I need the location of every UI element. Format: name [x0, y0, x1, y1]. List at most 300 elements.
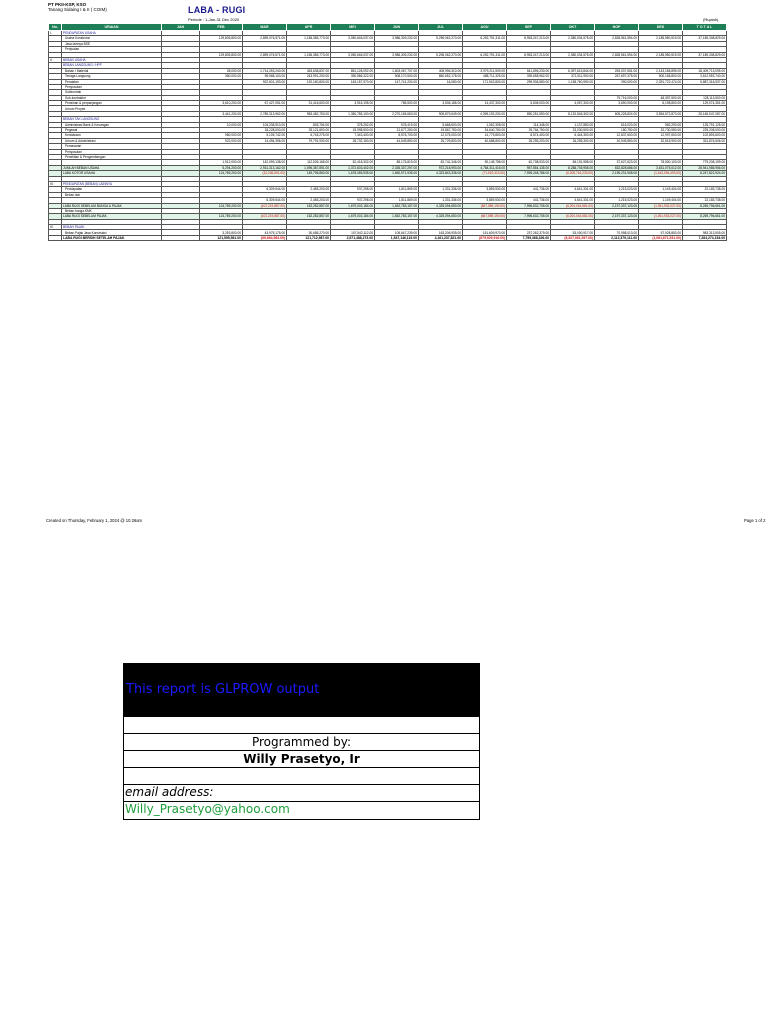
- value-cell: 21,677,250.00: [375, 128, 419, 133]
- value-cell: 129,074,351.00: [683, 101, 727, 106]
- credit-banner: This report is GLPROW output: [124, 664, 479, 717]
- value-cell: 129,805,800.00: [200, 36, 243, 41]
- value-cell: 380,000.00: [200, 74, 243, 79]
- value-cell: 5,668,600.00: [419, 122, 463, 127]
- value-cell: 121,712,987.00: [287, 235, 331, 240]
- value-cell: 62,741,346.00: [419, 160, 463, 165]
- value-cell: 957,554,135.00: [507, 165, 551, 170]
- value-cell: 112,526,168.00: [287, 160, 331, 165]
- value-cell: (6,208,716,233.00): [551, 171, 595, 176]
- value-cell: 15,998,500.00: [331, 128, 375, 133]
- value-cell: 2,931,313,162.00: [243, 165, 287, 170]
- value-cell: 4,641,331.00: [551, 198, 595, 203]
- value-cell: 8,576,700.00: [375, 133, 419, 138]
- value-cell: 6,309,544.00: [243, 187, 287, 192]
- value-cell: 192,180,800.00: [287, 79, 331, 84]
- value-cell: 25,121,800.00: [287, 128, 331, 133]
- col-header: T O T A L: [683, 24, 727, 31]
- value-cell: 2,195,231,508.00: [595, 171, 639, 176]
- author-name: Willy Prasetyo, Ir: [124, 751, 479, 768]
- value-cell: 1,652,783,157.00: [375, 203, 419, 208]
- value-cell: 6,198,800.00: [639, 101, 683, 106]
- value-cell: 6,252,791,311.00: [463, 36, 507, 41]
- value-cell: 105,647,239.00: [375, 230, 419, 235]
- value-cell: 37,627,623.00: [595, 160, 639, 165]
- value-cell: 52,418,302.00: [331, 160, 375, 165]
- value-cell: 2,197,337,123.00: [595, 203, 639, 208]
- value-cell: 62,708,933.00: [507, 160, 551, 165]
- value-cell: 25,764,750.00: [507, 128, 551, 133]
- value-cell: 114,348.00: [507, 122, 551, 127]
- value-cell: 3,859,530.00: [463, 198, 507, 203]
- value-cell: 453,638,837.00: [287, 68, 331, 73]
- row-description: Beban Pajak Jasa Konstruksi: [62, 230, 162, 235]
- value-cell: 3,979,211,509.00: [463, 68, 507, 73]
- value-cell: 2,270,165,663.00: [375, 111, 419, 116]
- value-cell: 8,953,247,213.00: [507, 36, 551, 41]
- value-cell: 7,996,632,705.00: [507, 214, 551, 219]
- value-cell: 2,080,034,575.00: [551, 52, 595, 57]
- company-address: Tanang Sidaing I & II ( COIM): [48, 7, 107, 12]
- value-cell: 6,444,300.00: [551, 133, 595, 138]
- value-cell: 2,828,561,594.00: [595, 52, 639, 57]
- row-description: PENDAPATAN USAHA: [62, 31, 162, 36]
- value-cell: 10,000.00: [200, 122, 243, 127]
- value-cell: 5,294,200.00: [200, 165, 243, 170]
- value-cell: 28,000.00: [200, 68, 243, 73]
- company-name: PT PKII-KSP, KSO: [48, 2, 87, 7]
- value-cell: 578,419.00: [375, 122, 419, 127]
- value-cell: 3,610,200.00: [200, 101, 243, 106]
- row-description: LABA RUGI BERSIH SETELAH PAJAK: [62, 235, 162, 240]
- value-cell: 2,828,561,594.00: [595, 36, 639, 41]
- value-cell: 79,791,930.00: [287, 138, 331, 143]
- value-cell: 23,030,500.00: [551, 128, 595, 133]
- value-cell: (6,204,044,581.00): [551, 203, 595, 208]
- value-cell: 4,641,331.00: [551, 187, 595, 192]
- value-cell: 8,247,822,924.00: [683, 171, 727, 176]
- value-cell: 331,876,506.00: [683, 138, 727, 143]
- value-cell: 225,208,000.00: [683, 128, 727, 133]
- row-description: LABA RUGI SEBELUM BUNGA & PAJAK: [62, 203, 162, 208]
- value-cell: 2,080,034,575.00: [551, 36, 595, 41]
- value-cell: 1,603,067,707.00: [375, 68, 419, 73]
- value-cell: 1,158,760,990.00: [551, 79, 595, 84]
- row-description: LABA RUGI SEBELUM PAJAK: [62, 214, 162, 219]
- value-cell: 972,218,993.00: [419, 165, 463, 170]
- credit-spacer: [124, 768, 479, 785]
- value-cell: (71,519,313.00): [463, 171, 507, 176]
- value-cell: 339,658,962.00: [507, 74, 551, 79]
- value-cell: 3,536,185.00: [419, 101, 463, 106]
- value-cell: 582,293.00: [639, 122, 683, 127]
- programmed-by-label: Programmed by:: [124, 734, 479, 751]
- value-cell: 151,609,970.00: [463, 230, 507, 235]
- value-cell: 779,208,199.00: [683, 160, 727, 165]
- value-cell: 95,568,100.00: [243, 74, 287, 79]
- value-cell: 488,711,325.00: [463, 74, 507, 79]
- row-description: Subkontrak: [62, 90, 162, 95]
- value-cell: 860,652,178.00: [419, 74, 463, 79]
- value-cell: 3,631,075,012.00: [639, 165, 683, 170]
- value-cell: (102,219,887.00): [243, 214, 287, 219]
- value-cell: 6,745,275.00: [287, 133, 331, 138]
- value-cell: 2,143,186,895.00: [639, 68, 683, 73]
- col-header: No.: [49, 24, 62, 31]
- value-cell: 121,595,561.00: [200, 235, 243, 240]
- value-cell: 299,936,580.00: [507, 79, 551, 84]
- value-cell: 4,161,237,821.00: [419, 235, 463, 240]
- value-cell: 5,139,742.00: [243, 133, 287, 138]
- value-cell: (1,051,933,027.00): [639, 214, 683, 219]
- email-label: email address:: [124, 785, 479, 802]
- value-cell: 37,189,308,829.00: [683, 36, 727, 41]
- value-cell: 85,175,819.00: [375, 160, 419, 165]
- row-number: [49, 235, 62, 240]
- value-cell: 26,255,300.00: [551, 138, 595, 143]
- value-cell: 2,335,337,297.00: [375, 165, 419, 170]
- value-cell: (667,589,190.00): [463, 203, 507, 208]
- row-number: II.: [49, 57, 62, 62]
- value-cell: 3,986,309,232.00: [375, 36, 419, 41]
- row-description: BEBAN PAJAK: [62, 225, 162, 230]
- value-cell: 1,650,971,935.00: [375, 171, 419, 176]
- value-cell: (1,443,094,493.00): [639, 171, 683, 176]
- value-cell: 1,350,785,100.00: [331, 111, 375, 116]
- value-cell: 632,828,686.00: [595, 165, 639, 170]
- value-cell: 2,789,313,962.00: [243, 111, 287, 116]
- row-description: Beban lain: [62, 192, 162, 197]
- value-cell: 1,679,002,184.00: [331, 203, 375, 208]
- value-cell: 57,928,853.00: [639, 230, 683, 235]
- table-header-row: [49, 24, 727, 31]
- value-cell: 405,996,310.00: [419, 68, 463, 73]
- value-cell: 48,397,500.00: [639, 95, 683, 100]
- row-description: Administrasi Bank & Keuangan: [62, 122, 162, 127]
- row-description: Tenaga Langsung: [62, 74, 162, 79]
- value-cell: 129,805,800.00: [200, 52, 243, 57]
- value-cell: 40,688,800.00: [463, 138, 507, 143]
- value-cell: 1,156,385,773.00: [287, 52, 331, 57]
- value-cell: 14,437,300.00: [463, 101, 507, 106]
- value-cell: 14,779,800.00: [463, 133, 507, 138]
- value-cell: 7,759,368,326.00: [507, 235, 551, 240]
- col-header: JUL: [419, 24, 463, 31]
- value-cell: (32,236,591.00): [243, 171, 287, 176]
- value-cell: 1,149,404.00: [639, 198, 683, 203]
- value-cell: 70,958,013.00: [595, 230, 639, 235]
- value-cell: 2,185,980,519.00: [639, 52, 683, 57]
- value-cell: 12,997,600.00: [639, 133, 683, 138]
- email-address[interactable]: Willy_Prasetyo@yahoo.com: [125, 802, 290, 816]
- value-cell: 2,391,722,474.00: [639, 79, 683, 84]
- value-cell: 163,157,970.00: [331, 79, 375, 84]
- row-description: Peralatan: [62, 79, 162, 84]
- value-cell: 1,372,603,402.00: [331, 165, 375, 170]
- value-cell: 3,986,309,232.00: [375, 52, 419, 57]
- value-cell: 104,238,910.00: [243, 122, 287, 127]
- value-cell: 8,269,796,661.00: [683, 214, 727, 219]
- row-description: Beban bunga KMK: [62, 208, 162, 213]
- value-cell: 28,255,200.00: [507, 138, 551, 143]
- row-description: Pendapatan: [62, 187, 162, 192]
- value-cell: 2,485,203.00: [287, 198, 331, 203]
- value-cell: 152,282,857.00: [287, 203, 331, 208]
- value-cell: 78,500,103.00: [639, 160, 683, 165]
- value-cell: 8,132,546,302.00: [551, 111, 595, 116]
- value-cell: 125,791,125.00: [683, 122, 727, 127]
- value-cell: 124,789,200.00: [200, 203, 243, 208]
- value-cell: 267,697,375.00: [595, 74, 639, 79]
- value-cell: 30,685,270.00: [287, 230, 331, 235]
- value-cell: 616,020.00: [595, 122, 639, 127]
- row-description: Sub-kontraktor: [62, 95, 162, 100]
- value-cell: 90,145,758.00: [463, 160, 507, 165]
- value-cell: 4,057,300.00: [551, 101, 595, 106]
- row-description: Perizinan & perpanjangan: [62, 101, 162, 106]
- value-cell: 1,652,783,157.00: [375, 214, 419, 219]
- value-cell: 1,811,869.00: [375, 187, 419, 192]
- value-cell: 937,298.00: [331, 198, 375, 203]
- value-cell: 107,542,112.00: [331, 230, 375, 235]
- value-cell: 378,252.00: [331, 122, 375, 127]
- value-cell: 3,612,953,740.00: [683, 74, 727, 79]
- value-cell: 3,253,800.00: [200, 230, 243, 235]
- value-cell: 28,702,150.00: [331, 138, 375, 143]
- table-body: [49, 31, 727, 241]
- row-description: Penjualan: [62, 47, 162, 52]
- value-cell: 605,228,824.00: [595, 111, 639, 116]
- value-cell: 785,500.00: [375, 101, 419, 106]
- currency-label: (Rupiah): [703, 17, 719, 22]
- value-cell: 253,037,551.00: [595, 68, 639, 73]
- value-cell: 5,887,316,937.00: [683, 79, 727, 84]
- row-description: Kendaraan: [62, 133, 162, 138]
- value-cell: 22,183,738.00: [683, 198, 727, 203]
- value-cell: 10,949,850.00: [595, 138, 639, 143]
- value-cell: 34,640,750.00: [463, 128, 507, 133]
- value-cell: 541,695,230.00: [507, 68, 551, 73]
- row-description: BEBAN TAK LANGSUNG: [62, 117, 162, 122]
- value-cell: 5,296,062,270.00: [419, 36, 463, 41]
- value-cell: 3,050,646,037.00: [331, 36, 375, 41]
- col-header: APR: [287, 24, 331, 31]
- value-cell: 5,608,000.00: [507, 101, 551, 106]
- value-cell: 8,953,247,213.00: [507, 52, 551, 57]
- value-cell: 803,754.00: [287, 122, 331, 127]
- credit-box: [123, 663, 480, 820]
- value-cell: 16,080.00: [419, 79, 463, 84]
- value-cell: 1,137,883.00: [551, 122, 595, 127]
- created-timestamp: Created on Thursday, February 1, 2024 @ 10.26am: [46, 518, 143, 523]
- value-cell: (69,664,963.00): [243, 235, 287, 240]
- row-description: Umum & Administrasi: [62, 138, 162, 143]
- value-cell: 4,784,311,416.00: [463, 165, 507, 170]
- value-cell: 3,441,200.00: [200, 111, 243, 116]
- col-header: NOP: [595, 24, 639, 31]
- value-cell: 1,678,055,935.00: [331, 171, 375, 176]
- report-title: LABA - RUGI: [188, 5, 246, 15]
- value-cell: 3,554,572,873.00: [639, 111, 683, 116]
- value-cell: 6,397,615,844.00: [551, 68, 595, 73]
- value-cell: 32,730,950.00: [639, 128, 683, 133]
- value-cell: 1,714,253,240.00: [243, 68, 287, 73]
- value-cell: 3,916,195.00: [331, 101, 375, 106]
- value-cell: 102,893,600.00: [683, 133, 727, 138]
- value-cell: 67,427,051.00: [243, 101, 287, 106]
- value-cell: 32,515,900.00: [639, 138, 683, 143]
- value-cell: 237,262,379.00: [507, 230, 551, 235]
- value-cell: 1,096,387,891.00: [287, 165, 331, 170]
- value-cell: 25,729,800.00: [419, 138, 463, 143]
- value-cell: 142,099,138.00: [243, 160, 287, 165]
- value-cell: 1,215,023.00: [595, 198, 639, 203]
- value-cell: 4,399,192,200.00: [463, 111, 507, 116]
- value-cell: 1,156,385,773.00: [287, 36, 331, 41]
- value-cell: 1,331,336.00: [419, 187, 463, 192]
- value-cell: 124,789,200.00: [200, 214, 243, 219]
- col-header: MEI: [331, 24, 375, 31]
- value-cell: 56,191,958.00: [551, 160, 595, 165]
- value-cell: 2,899,076,571.00: [243, 52, 287, 57]
- value-cell: 890,251,590.00: [507, 111, 551, 116]
- col-header: URAIAN: [62, 24, 162, 31]
- row-description: BEBAN USAHA: [62, 57, 162, 62]
- row-description: Jasa lainnya BSE: [62, 41, 162, 46]
- value-cell: 31,416,600.00: [287, 101, 331, 106]
- value-cell: 441,736.00: [507, 198, 551, 203]
- value-cell: 171,942,800.00: [463, 79, 507, 84]
- row-description: Penyusutan: [62, 149, 162, 154]
- value-cell: 28,165,547,087.00: [683, 111, 727, 116]
- value-cell: (1,081,671,531.00): [639, 235, 683, 240]
- value-cell: 7,343,400.00: [331, 133, 375, 138]
- value-cell: 128,113,500.00: [683, 95, 727, 100]
- value-cell: 7,284,274,154.00: [683, 235, 727, 240]
- value-cell: 1,215,023.00: [595, 187, 639, 192]
- value-cell: 44,649,850.00: [375, 138, 419, 143]
- value-cell: 53,000,917.00: [551, 230, 595, 235]
- value-cell: 390,000.00: [595, 79, 639, 84]
- row-description: Umum Proyek: [62, 106, 162, 111]
- row-description: JUMLAH BEBAN USAHA: [62, 165, 162, 170]
- report-period: Periode : 1-Jan-31 Dec 2020: [188, 17, 240, 22]
- credit-spacer: [124, 717, 479, 734]
- value-cell: 909,879,649.00: [419, 111, 463, 116]
- value-cell: 37,189,308,829.00: [683, 52, 727, 57]
- value-cell: 14,494,396.00: [243, 138, 287, 143]
- value-cell: 19,867,750.00: [419, 128, 463, 133]
- value-cell: (679,929,916.00): [463, 235, 507, 240]
- col-header: JAN: [162, 24, 200, 31]
- value-cell: 1,062,308.00: [463, 122, 507, 127]
- col-header: JUN: [375, 24, 419, 31]
- value-cell: 2,899,076,571.00: [243, 36, 287, 41]
- value-cell: (6,337,061,397.00): [551, 235, 595, 240]
- value-cell: 79,716,000.00: [595, 95, 639, 100]
- company-info: [48, 2, 107, 12]
- value-cell: 371,511,900.00: [551, 74, 595, 79]
- row-description: Bahan / Material: [62, 68, 162, 73]
- value-cell: 28,941,985,956.00: [683, 165, 727, 170]
- value-cell: 4,325,094,650.00: [419, 203, 463, 208]
- value-cell: 8,269,796,661.00: [683, 203, 727, 208]
- value-cell: 7,996,632,705.00: [507, 203, 551, 208]
- value-cell: 18,409,713,095.00: [683, 68, 727, 73]
- value-cell: 180,750.00: [595, 128, 639, 133]
- row-description: Penelitian & Pengembangan: [62, 154, 162, 159]
- row-description: Pegawai: [62, 128, 162, 133]
- row-description: BEBAN LANGSUNG / HPP: [62, 63, 162, 68]
- value-cell: 3,050,646,037.00: [331, 52, 375, 57]
- value-cell: 152,282,857.00: [287, 214, 331, 219]
- col-header: OKT: [551, 24, 595, 31]
- value-cell: 4,325,094,650.00: [419, 214, 463, 219]
- value-cell: (667,589,190.00): [463, 214, 507, 219]
- value-cell: 147,741,200.00: [375, 79, 419, 84]
- row-description: Penyusutan: [62, 84, 162, 89]
- value-cell: (6,204,044,581.00): [551, 214, 595, 219]
- col-header: MAR: [243, 24, 287, 31]
- value-cell: 2,571,488,273.00: [331, 235, 375, 240]
- value-cell: 1,912,000.00: [200, 160, 243, 165]
- value-cell: 851,128,092.00: [331, 68, 375, 73]
- value-cell: 980,000.00: [200, 133, 243, 138]
- value-cell: 937,298.00: [331, 187, 375, 192]
- value-cell: 1,679,002,184.00: [331, 214, 375, 219]
- value-cell: 1,331,336.00: [419, 198, 463, 203]
- value-cell: 12,075,000.00: [419, 133, 463, 138]
- col-header: FEB: [200, 24, 243, 31]
- value-cell: 6,252,791,311.00: [463, 52, 507, 57]
- value-cell: 5,296,062,270.00: [419, 52, 463, 57]
- profit-loss-table: [48, 23, 727, 241]
- value-cell: 2,197,337,123.00: [595, 214, 639, 219]
- value-cell: 508,170,500.00: [375, 74, 419, 79]
- value-cell: 983,313,505.00: [683, 230, 727, 235]
- value-cell: 3,859,530.00: [463, 187, 507, 192]
- value-cell: 12,837,600.00: [595, 133, 639, 138]
- value-cell: 6,309,544.00: [243, 198, 287, 203]
- row-description: PENDAPATAN (BEBAN) LAINNYA: [62, 181, 162, 186]
- value-cell: 2,485,203.00: [287, 187, 331, 192]
- value-cell: 1,547,146,119.00: [375, 235, 419, 240]
- value-cell: 4,323,843,336.00: [419, 171, 463, 176]
- value-cell: 983,482,753.00: [287, 111, 331, 116]
- value-cell: 922,601,193.00: [243, 79, 287, 84]
- value-cell: 18,228,000.00: [243, 128, 287, 133]
- value-cell: 163,206,939.00: [419, 230, 463, 235]
- value-cell: 390,586,322.00: [331, 74, 375, 79]
- col-header: AGU: [463, 24, 507, 31]
- value-cell: 3,690,000.00: [595, 101, 639, 106]
- value-cell: 500,168,800.00: [639, 74, 683, 79]
- value-cell: 441,736.00: [507, 187, 551, 192]
- row-number: IV.: [49, 225, 62, 230]
- value-cell: (1,051,933,027.00): [639, 203, 683, 208]
- table-row: [49, 235, 727, 240]
- value-cell: 22,183,738.00: [683, 187, 727, 192]
- row-description: Pemasaran: [62, 144, 162, 149]
- row-number: III.: [49, 181, 62, 186]
- value-cell: 2,112,379,111.00: [595, 235, 639, 240]
- col-header: SEP: [507, 24, 551, 31]
- value-cell: (102,219,887.00): [243, 203, 287, 208]
- page-number: Page 1 of 2: [744, 518, 766, 523]
- value-cell: 2,185,980,519.00: [639, 36, 683, 41]
- row-number: I.: [49, 31, 62, 36]
- value-cell: 922,000.00: [200, 138, 243, 143]
